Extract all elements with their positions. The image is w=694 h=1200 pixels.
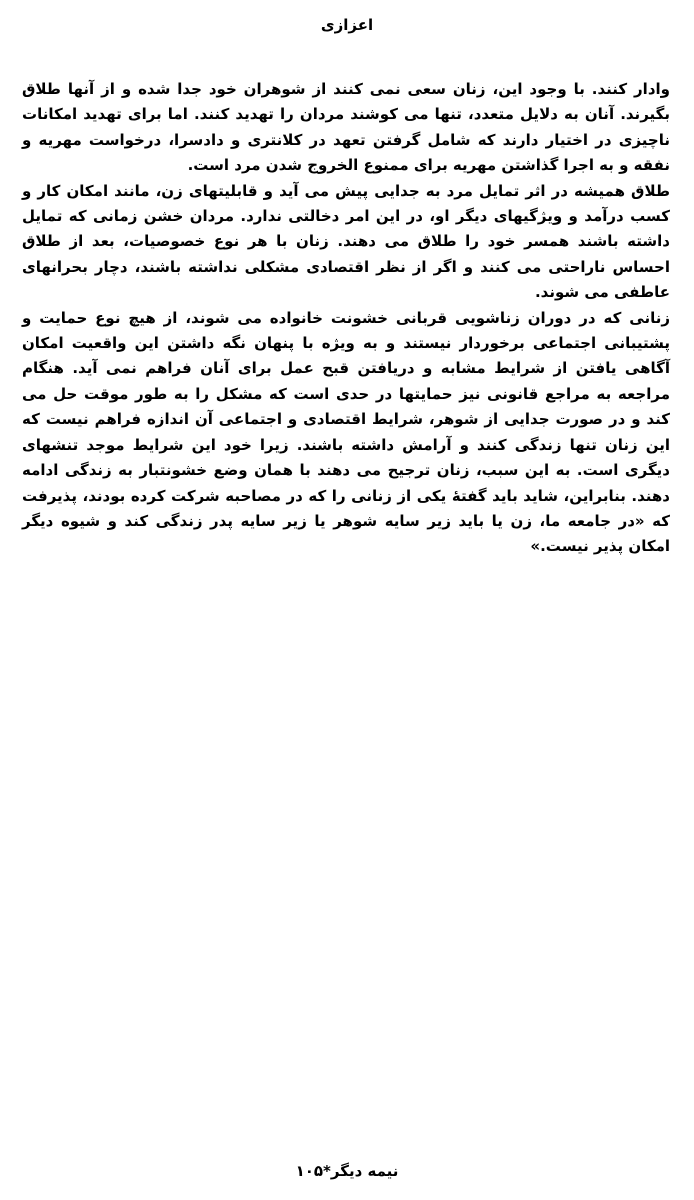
paragraph-1: وادار کنند. با وجود این، زنان سعی نمی کنند از شوهران خود جدا شده و از آنها طلاق بگیرند. آنان به دلایل متعدد، تنها می کوشند مردان را تهدید کنند. اما برای تهدید امکانات ناچیزی در اختیار دارند که شامل گرفتن تعهد در کلانتری و دادسرا، درخواست مهریه و نفقه و به اجرا گذاشتن مهریه برای ممنوع الخروج شدن مرد است. (22, 80, 670, 175)
paragraph-2: طلاق همیشه در اثر تمایل مرد به جدایی پیش می آید و قابلیتهای زن، مانند امکان کار و کسب درآمد و ویژگیهای دیگر او، در این امر دخالتی ندارد. مردان خشن زمانی که تمایل داشته باشند همسر خود را طلاق می دهند. زنان با هر نوع خصوصیات، بعد از طلاق احساس ناراحتی می کنند و اگر از نظر اقتصادی مشکلی نداشته باشند، دچار بحرانهای عاطفی می شوند. (22, 181, 670, 302)
body-text (22, 77, 670, 560)
journal-page-number: نیمه دیگر*۱۰۵ (295, 1162, 399, 1180)
running-header (0, 16, 694, 34)
paragraph-3: زنانی که در دوران زناشویی قربانی خشونت خانواده می شوند، از هیچ نوع حمایت و پشتیبانی اجتماعی برخوردار نیستند و به ویژه با پنهان نگه داشتن این واقعیت امکان آگاهی یافتن از شرایط مشابه و دریافتن قبح عمل برای آنان فراهم نمی آید. هنگام مراجعه به مراجع قانونی نیز حمایتها در حدی است که مشکل را به طور موقت حل می کند و در صورت جدایی از شوهر، شرایط اقتصادی و اجتماعی آن اندازه فراهم نیست که این زنان تنها زندگی کنند و آرامش داشته باشند. زیرا خود این شرایط موجد تنشهای دیگری است. به این سبب، زنان ترجیح می دهند با همان وضع خشونتبار به زندگی ادامه دهند. بنابراین، شاید باید گفتهٔ یکی از زنانی را که در مصاحبه شرکت کرده بودند، پذیرفت که «در جامعه ما، زن یا باید زیر سایه شوهر یا زیر سایه پدر زندگی کند و شیوه دیگر امکان پذیر نیست.» (22, 308, 670, 556)
author-name: اعزازی (320, 16, 374, 34)
page-footer (0, 1162, 694, 1180)
